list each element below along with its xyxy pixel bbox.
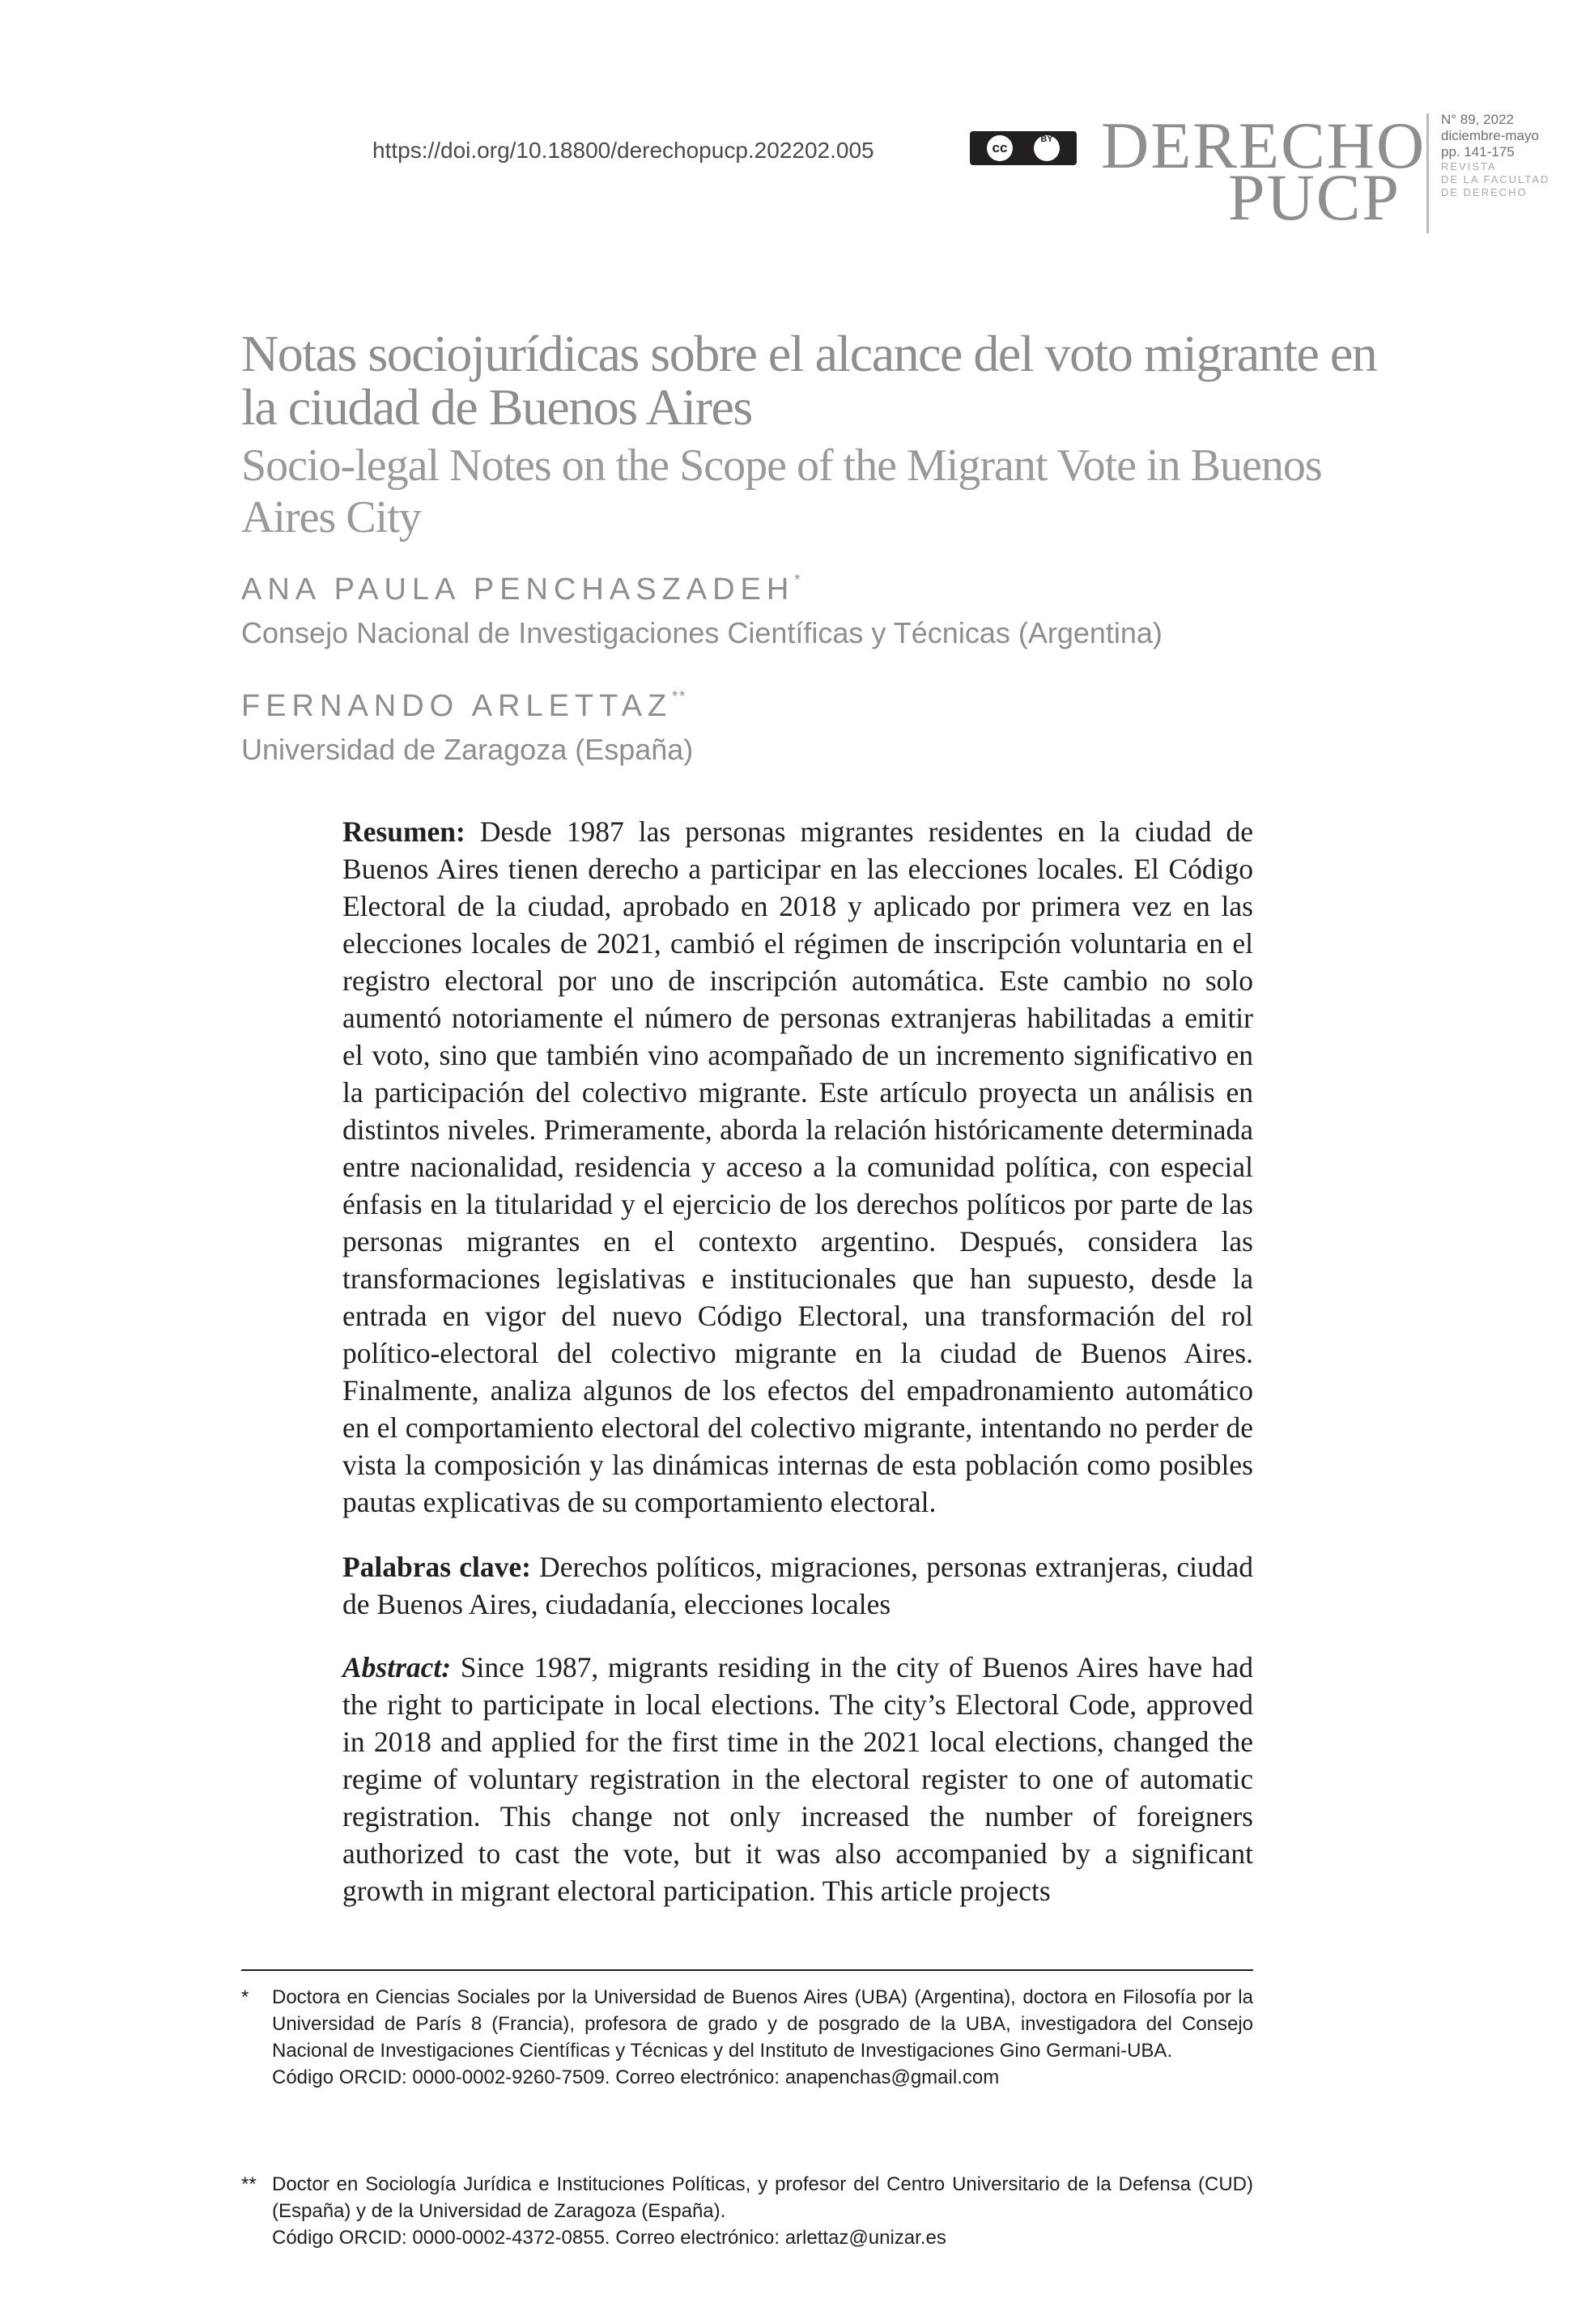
journal-logo — [1101, 109, 1426, 234]
journal-name-line1: DERECHO — [1101, 109, 1426, 182]
page-range: pp. 141-175 — [1441, 144, 1515, 160]
abstract-label: Abstract: — [342, 1651, 452, 1683]
abstract-text: Since 1987, migrants residing in the city of Buenos Aires have had the right to participate in local elections. The city’s Electoral Code, approved in 2018 and applied for the first time in the 2021 local elections, changed the regime of voluntary registration in the electoral register to one of automatic registration. This change not only increased the number of foreigners authorized to cast the vote, but it was also accompanied by a significant growth in migrant electoral participation. This article projects — [342, 1651, 1253, 1907]
abstract-paragraph — [342, 1649, 1253, 1909]
footnote-mark[interactable]: ** — [672, 688, 687, 704]
issue-info — [1441, 112, 1549, 199]
article-title: Notas sociojurídicas sobre el alcance del voto migrante en la ciudad de Buenos Aires — [241, 325, 1377, 436]
journal-desc-2: DE LA FACULTAD — [1441, 173, 1550, 185]
footnote-separator — [241, 1969, 1253, 1971]
footnote-2 — [241, 2171, 1253, 2251]
journal-desc-1: REVISTA — [1441, 160, 1497, 172]
footnote-1 — [241, 1984, 1253, 2091]
journal-desc-3: DE DERECHO — [1441, 186, 1528, 198]
article-title-english: Socio-legal Notes on the Scope of the Migrant Vote in Buenos Aires City — [241, 441, 1322, 543]
footnote-mark: * — [241, 1986, 249, 2008]
issue-period: diciembre-mayo — [1441, 128, 1539, 143]
resumen-paragraph — [342, 813, 1253, 1521]
footnote-mark: ** — [241, 2173, 257, 2195]
doi-link[interactable]: https://doi.org/10.18800/derechopucp.202202.005 — [372, 138, 874, 163]
footnote-text: Doctor en Sociología Jurídica e Instituciones Políticas, y profesor del Centro Universitario de la Defensa (CUD) (España) y de la Universidad de Zaragoza (España). — [272, 2173, 1253, 2222]
keywords-paragraph — [342, 1548, 1253, 1623]
issue-number: N° 89, 2022 — [1441, 112, 1514, 127]
footnote-contact: Código ORCID: 0000-0002-4372-0855. Correo electrónico: arlettaz@unizar.es — [272, 2227, 946, 2249]
author-name: FERNANDO ARLETTAZ** — [241, 688, 687, 723]
author-affiliation: Consejo Nacional de Investigaciones Científicas y Técnicas (Argentina) — [241, 616, 1163, 649]
footnote-contact: Código ORCID: 0000-0002-9260-7509. Correo electrónico: anapenchas@gmail.com — [272, 2066, 1000, 2088]
cc-icon: cc — [987, 135, 1013, 161]
header-divider — [1426, 113, 1429, 233]
author-name: ANA PAULA PENCHASZADEH* — [241, 572, 802, 607]
keywords-label: Palabras clave: — [342, 1551, 531, 1583]
cc-by-license-icon[interactable] — [970, 131, 1077, 165]
author-affiliation: Universidad de Zaragoza (España) — [241, 733, 694, 766]
keywords-text: Derechos políticos, migraciones, personas extranjeras, ciudad de Buenos Aires, ciudadanía, elecciones locales — [342, 1551, 1253, 1620]
by-icon: BY — [1034, 135, 1060, 161]
journal-name-line2: PUCP — [1227, 160, 1401, 234]
footnote-text: Doctora en Ciencias Sociales por la Universidad de Buenos Aires (UBA) (Argentina), doctora en Filosofía por la Universidad de París 8 (Francia), profesora de grado y de posgrado de la UBA, investigadora del Consejo Nacional de Investigaciones Científicas y Técnicas y del Instituto de Investigaciones Gino Germani-UBA. — [272, 1986, 1253, 2062]
resumen-label: Resumen: — [342, 815, 465, 848]
resumen-text: Desde 1987 las personas migrantes residentes en la ciudad de Buenos Aires tienen derecho a participar en las elecciones locales. El Código Electoral de la ciudad, aprobado en 2018 y aplicado por primera vez en las elecciones locales de 2021, cambió el régimen de inscripción voluntaria en el registro electoral por uno de inscripción automática. Este cambio no solo aumentó notoriamente el número de personas extranjeras habilitadas a emitir el voto, sino que también vino acompañado de un incremento significativo en la participación del colectivo migrante. Este artículo proyecta un análisis en distintos niveles. Primeramente, aborda la relación históricamente determinada entre nacionalidad, residencia y acceso a la comunidad política, con especial énfasis en la titularidad y el ejercicio de los derechos políticos por parte de las personas migrantes en el contexto argentino. Después, considera las transformaciones legislativas e institucionales que han supuesto, desde la entrada en vigor del nuevo Código Electoral, una transformación del rol político-electoral del colectivo migrante en la ciudad de Buenos Aires. Finalmente, analiza algunos de los efectos del empadronamiento automático en el comportamiento electoral del colectivo migrante, intentando no perder de vista la composición y las dinámicas internas de esta población como posibles pautas explicativas de su comportamiento electoral. — [342, 815, 1254, 1518]
footnote-mark[interactable]: * — [794, 572, 802, 588]
